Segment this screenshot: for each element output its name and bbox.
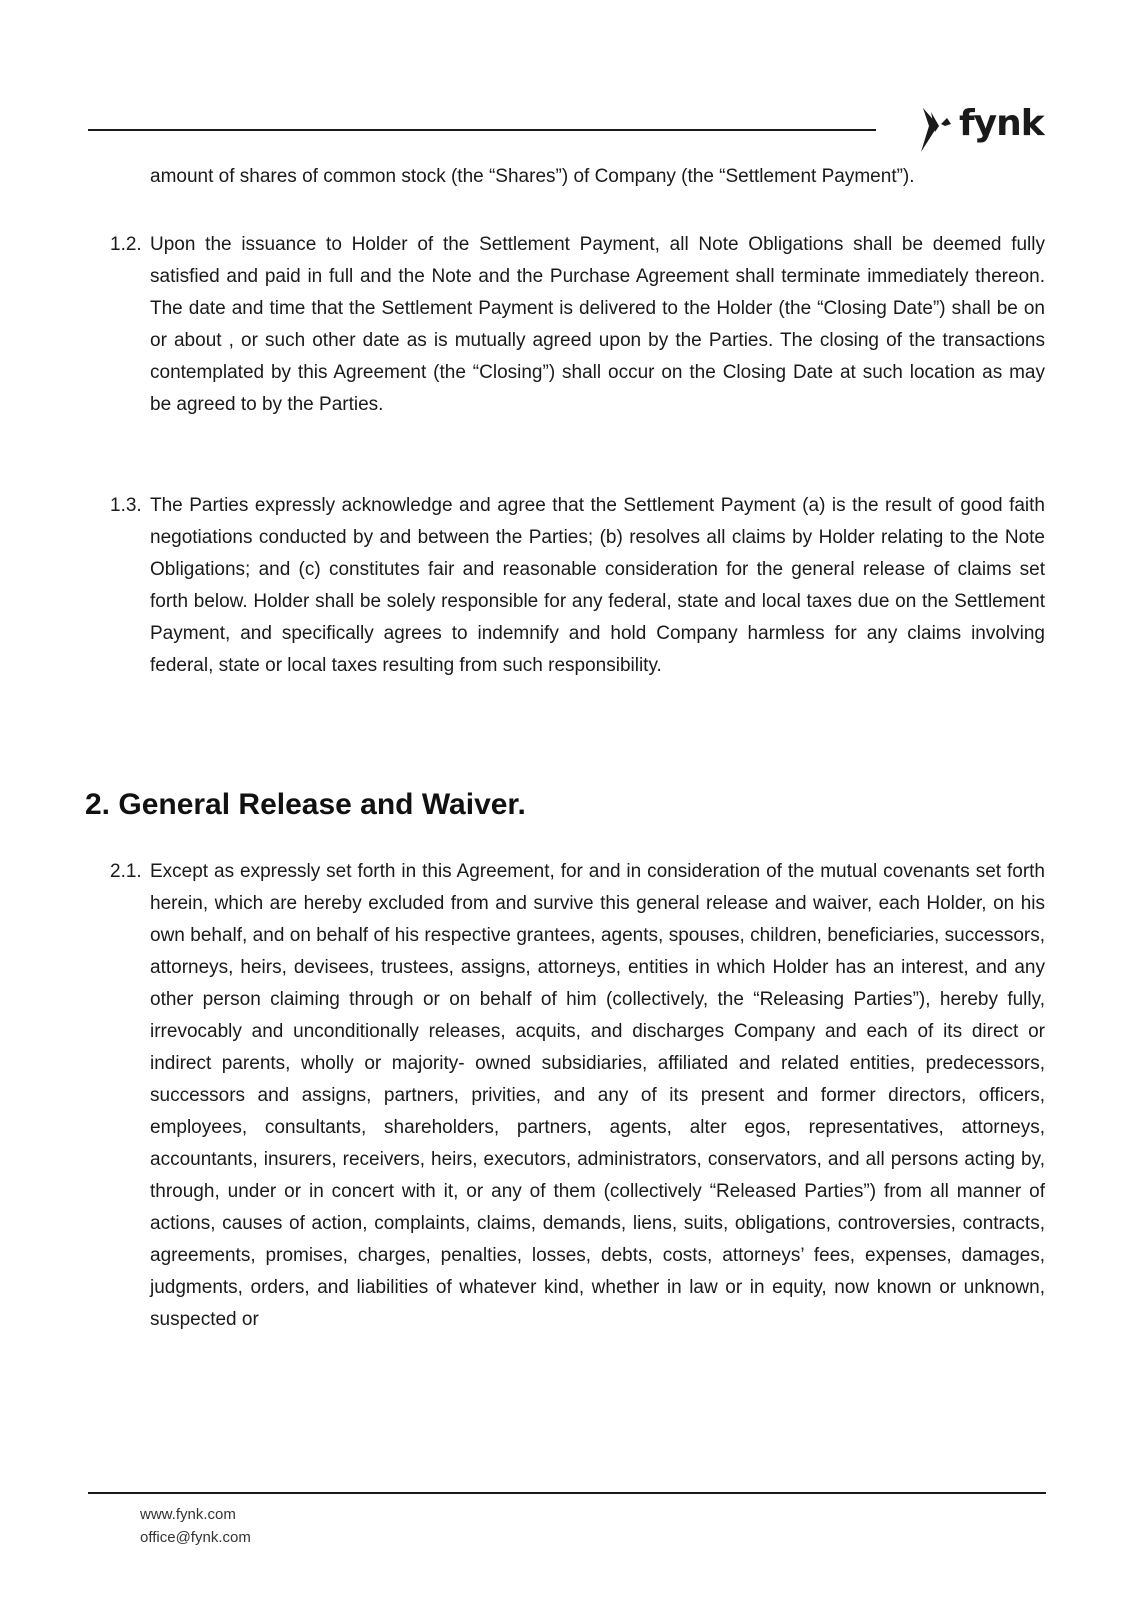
clause-number: 1.3. xyxy=(110,495,142,516)
footer-email-link[interactable]: office@fynk.com xyxy=(140,1529,251,1546)
bird-logo-icon xyxy=(915,104,959,156)
clause-number: 2.1. xyxy=(110,861,142,882)
clause-number: 1.2. xyxy=(110,234,142,255)
footer-website-link[interactable]: www.fynk.com xyxy=(140,1506,236,1523)
header-divider xyxy=(88,129,876,131)
clause-text: Except as expressly set forth in this Agreement, for and in consideration of the mutual covenants set forth herein, which are hereby excluded from and survive this general release and waiver, each Holder, on his own behalf, and on behalf of his respective grantees, agents, spouses, children, beneficiaries, successors, attorneys, heirs, devisees, trustees, assigns, attorneys, entities in which Holder has an interest, and any other person claiming through or on behalf of him (collectively, the “Releasing Parties”), hereby fully, irrevocably and unconditionally releases, acquits, and discharges Company and each of its direct or indirect parents, wholly or majority- owned subsidiaries, affiliated and related entities, predecessors, successors and assigns, partners, privities, and any of its present and former directors, officers, employees, consultants, shareholders, partners, agents, alter egos, representatives, attorneys, accountants, insurers, receivers, heirs, executors, administrators, conservators, and all persons acting by, through, under or in concert with it, or any of them (collectively “Released Parties”) from all manner of actions, causes of action, complaints, claims, demands, liens, suits, obligations, controversies, contracts, agreements, promises, charges, penalties, losses, debts, costs, attorneys’ fees, expenses, damages, judgments, orders, and liabilities of whatever kind, whether in law or in equity, now known or unknown, suspected or xyxy=(150,861,1045,1330)
section-heading: 2. General Release and Waiver. xyxy=(85,788,526,821)
logo-wordmark: fynk xyxy=(959,103,1044,144)
clause-text: Upon the issuance to Holder of the Settlement Payment, all Note Obligations shall be deemed fully satisfied and paid in full and the Note and the Purchase Agreement shall terminate immediately thereon. The date and time that the Settlement Payment is delivered to the Holder (the “Closing Date”) shall be on or about , or such other date as is mutually agreed upon by the Parties. The closing of the transactions contemplated by this Agreement (the “Closing”) shall occur on the Closing Date at such location as may be agreed to by the Parties. xyxy=(150,234,1045,415)
clause-text: The Parties expressly acknowledge and agree that the Settlement Payment (a) is the result of good faith negotiations conducted by and between the Parties; (b) resolves all claims by Holder relating to the Note Obligations; and (c) constitutes fair and reasonable consideration for the general release of claims set forth below. Holder shall be solely responsible for any federal, state and local taxes due on the Settlement Payment, and specifically agrees to indemnify and hold Company harmless for any claims involving federal, state or local taxes resulting from such responsibility. xyxy=(150,495,1045,676)
continuation-text: amount of shares of common stock (the “Shares”) of Company (the “Settlement Payment”). xyxy=(150,166,915,187)
fynk-logo xyxy=(915,104,1045,156)
footer-divider xyxy=(88,1492,1046,1494)
